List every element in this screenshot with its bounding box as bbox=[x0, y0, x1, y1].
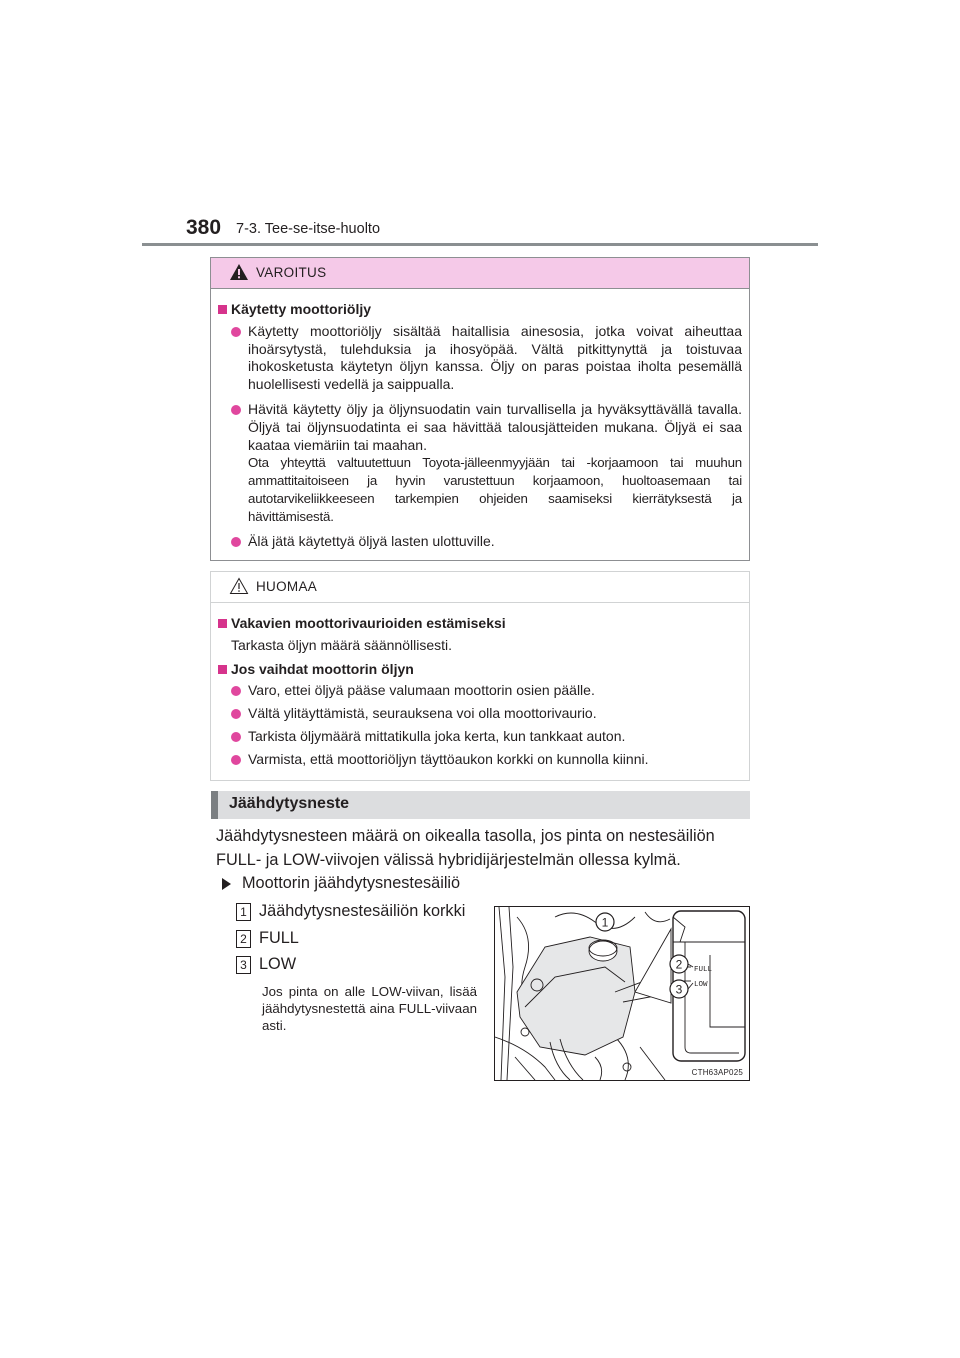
notice-bullet-text: Tarkista öljymäärä mittatikulla joka kerta, kun tankkaat auton. bbox=[248, 727, 626, 744]
notice-text: Tarkasta öljyn määrä säännöllisesti. bbox=[231, 636, 452, 653]
warning-bullet bbox=[217, 401, 742, 526]
legend-label: Jäähdytysnestesäiliön korkki bbox=[259, 902, 466, 920]
square-bullet-icon bbox=[218, 305, 227, 314]
notice-heading-text: Jos vaihdat moottorin öljyn bbox=[231, 660, 414, 677]
notice-label: HUOMAA bbox=[256, 579, 318, 594]
callout-number: 3 bbox=[675, 982, 683, 997]
header-rule bbox=[142, 243, 818, 246]
low-mark: LOW bbox=[694, 981, 708, 989]
warning-bullet-text: Käytetty moottoriöljy sisältää haitallisia ainesosia, jotka voivat aiheuttaa ihoärsytystä, tulehduksia ja ihosyöpää. Vältä pitkittynyttä ja toistuvaa ihokosketusta käytetyn öljyn kanssa. Öljy on paras poistaa iholta pesemällä huolellisesti vedellä ja saippualla. bbox=[248, 322, 742, 393]
round-bullet-icon bbox=[217, 705, 238, 723]
warning-body bbox=[211, 289, 749, 550]
square-bullet-icon bbox=[218, 619, 227, 628]
legend-item bbox=[236, 955, 296, 974]
warning-box bbox=[210, 257, 750, 561]
warning-bullet bbox=[217, 533, 742, 551]
page-number: 380 bbox=[186, 216, 222, 239]
coolant-reservoir-figure bbox=[494, 906, 750, 1081]
notice-bullet bbox=[217, 751, 742, 769]
notice-box bbox=[210, 571, 750, 781]
caution-triangle-icon bbox=[229, 577, 249, 595]
notice-body bbox=[211, 603, 749, 769]
warning-bullet bbox=[217, 323, 742, 394]
engine-bay-illustration bbox=[495, 907, 749, 1080]
round-bullet-icon bbox=[217, 728, 238, 746]
coolant-intro: Jäähdytysnesteen määrä on oikealla tasolla, jos pinta on nestesäiliön FULL- ja LOW-viivojen välissä hybridijärjestelmän ollessa kylmä. bbox=[216, 827, 715, 869]
legend-note: Jos pinta on alle LOW-viivan, lisää jäähdytysnestettä aina FULL-viivaan asti. bbox=[262, 984, 477, 1033]
legend-item bbox=[236, 902, 465, 921]
section-title: 7-3. Tee-se-itse-huolto bbox=[236, 221, 381, 237]
round-bullet-icon bbox=[217, 401, 238, 526]
legend-number: 2 bbox=[236, 930, 251, 948]
legend-number: 3 bbox=[236, 956, 251, 974]
coolant-subheading bbox=[222, 874, 460, 893]
notice-bullet bbox=[217, 682, 742, 700]
coolant-subheading-text: Moottorin jäähdytysnestesäiliö bbox=[242, 874, 461, 892]
section-heading-bar bbox=[211, 791, 750, 819]
notice-heading bbox=[217, 661, 742, 679]
legend-item bbox=[236, 929, 299, 948]
warning-header bbox=[211, 258, 749, 289]
round-bullet-icon bbox=[217, 682, 238, 700]
warning-triangle-icon bbox=[229, 263, 249, 281]
notice-bullet-text: Varmista, että moottoriöljyn täyttöaukon korkki on kunnolla kiinni. bbox=[248, 750, 649, 767]
square-bullet-icon bbox=[218, 665, 227, 674]
warning-heading-text: Käytetty moottoriöljy bbox=[231, 301, 372, 317]
full-mark: FULL bbox=[694, 966, 713, 974]
notice-bullet bbox=[217, 705, 742, 723]
round-bullet-icon bbox=[217, 751, 238, 769]
warning-bullet-text: Älä jätä käytettyä öljyä lasten ulottuville. bbox=[248, 532, 495, 549]
warning-bullet-text bbox=[238, 401, 742, 526]
warning-label: VAROITUS bbox=[256, 265, 327, 280]
notice-bullet-text: Vältä ylitäyttämistä, seurauksena voi olla moottorivaurio. bbox=[248, 705, 597, 722]
callout-number: 2 bbox=[675, 957, 683, 972]
round-bullet-icon bbox=[217, 323, 238, 394]
warning-bullet-text-part: Hävitä käytetty öljy ja öljynsuodatin vain turvallisella ja hyväksyttävällä tavalla. Öljyä tai öljynsuodatinta ei saa hävittää talousjätteiden mukana. Öljyä ei saa kaataa viemäriin tai maahan. bbox=[248, 400, 742, 453]
notice-header bbox=[211, 572, 749, 603]
notice-heading-text: Vakavien moottorivaurioiden estämiseksi bbox=[231, 615, 506, 631]
legend-label: FULL bbox=[259, 929, 299, 947]
callout-number: 1 bbox=[601, 915, 609, 930]
notice-bullet-text: Varo, ettei öljyä pääse valumaan moottorin osien päälle. bbox=[248, 682, 595, 699]
warning-heading bbox=[217, 301, 742, 319]
round-bullet-icon bbox=[217, 533, 238, 551]
warning-bullet-text-part: Ota yhteyttä valtuutettuun Toyota-jälleenmyyjään tai -korjaamoon tai muuhun ammattitaitoiseen ja hyvin varustettuun korjaamoon, huoltoasemaan tai autotarvikeliikkeeseen tarkempien ohjeiden saamiseksi kierrätyksestä ja hävittämisestä. bbox=[248, 455, 742, 524]
arrow-right-icon bbox=[222, 878, 231, 890]
notice-heading bbox=[217, 615, 742, 633]
notice-bullet bbox=[217, 728, 742, 746]
section-heading: Jäähdytysneste bbox=[229, 795, 350, 812]
legend-number: 1 bbox=[236, 903, 251, 921]
figure-code: CTH63AP025 bbox=[691, 1068, 743, 1077]
legend-label: LOW bbox=[259, 955, 297, 973]
